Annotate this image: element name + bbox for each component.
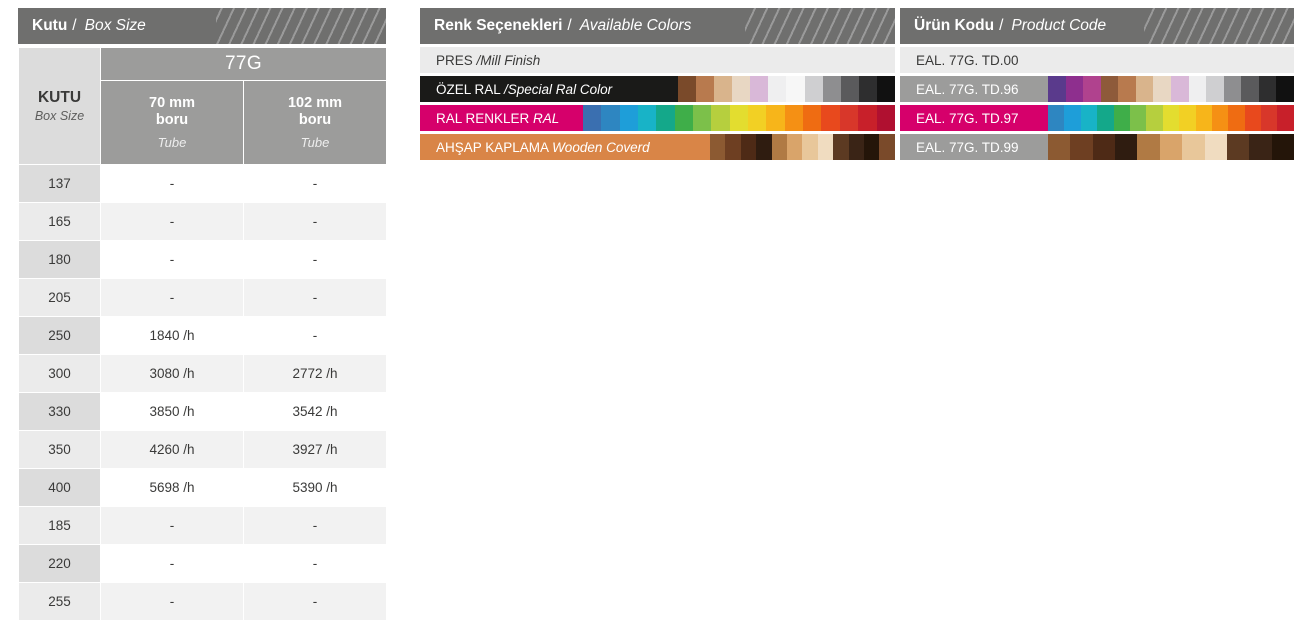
color-swatch	[1160, 134, 1182, 160]
color-swatch	[805, 76, 823, 102]
color-option-label-italic: Wooden Coverd	[552, 139, 650, 155]
row-value-tube-102: 2772 /h	[244, 355, 387, 393]
hatch-pattern-decoration	[745, 8, 895, 44]
color-swatch	[1241, 76, 1259, 102]
color-swatch	[803, 105, 821, 131]
table-row	[19, 203, 387, 241]
color-swatch	[877, 76, 895, 102]
color-option-label-plain: AHŞAP KAPLAMA	[436, 139, 553, 155]
row-box-size: 205	[19, 279, 101, 317]
row-box-size: 400	[19, 469, 101, 507]
column-header-tube-70	[101, 81, 244, 165]
color-swatch	[772, 134, 787, 160]
row-box-size: 165	[19, 203, 101, 241]
color-swatch	[841, 76, 859, 102]
color-option-label-italic: RAL	[533, 110, 560, 126]
table-row	[19, 545, 387, 583]
color-option-row	[420, 105, 895, 131]
wood-swatch-strip	[1048, 134, 1294, 160]
column-header-70-italic: Tube	[157, 135, 187, 151]
color-swatch	[1048, 105, 1064, 131]
product-code-title	[900, 8, 1294, 44]
table-row	[19, 469, 387, 507]
color-swatch	[1227, 134, 1249, 160]
table-row	[19, 165, 387, 203]
product-code-text: EAL. 77G. TD.97	[916, 110, 1019, 126]
color-option-label-plain: RAL RENKLER	[436, 110, 534, 126]
box-size-table-title	[18, 8, 386, 44]
row-box-size: 330	[19, 393, 101, 431]
color-swatch	[787, 134, 802, 160]
color-swatch	[696, 76, 714, 102]
row-value-tube-70: 1840 /h	[101, 317, 244, 355]
product-code-text: EAL. 77G. TD.96	[916, 81, 1019, 97]
color-swatch-strip	[678, 76, 895, 102]
column-header-70-line1: 70 mm	[149, 94, 195, 111]
row-value-tube-70: -	[101, 507, 244, 545]
box-size-title-slash: /	[72, 17, 77, 34]
color-swatch	[1093, 134, 1115, 160]
table-row	[19, 317, 387, 355]
color-swatch	[741, 134, 756, 160]
row-box-size: 185	[19, 507, 101, 545]
codes-title-slash: /	[999, 17, 1004, 34]
color-swatch-strip	[1048, 105, 1294, 131]
row-value-tube-70: -	[101, 279, 244, 317]
row-value-tube-102: -	[244, 241, 387, 279]
color-swatch	[1179, 105, 1195, 131]
color-swatch	[756, 134, 771, 160]
color-swatch	[1277, 105, 1293, 131]
color-swatch	[675, 105, 693, 131]
color-option-row	[420, 47, 895, 73]
row-value-tube-70: -	[101, 583, 244, 621]
table-row	[19, 241, 387, 279]
table-row	[19, 431, 387, 469]
row-value-tube-70: 3080 /h	[101, 355, 244, 393]
color-swatch	[1196, 105, 1212, 131]
color-swatch	[1206, 76, 1224, 102]
row-value-tube-102: 3542 /h	[244, 393, 387, 431]
product-code-row	[900, 47, 1294, 73]
color-swatch	[693, 105, 711, 131]
color-swatch	[877, 105, 895, 131]
color-swatch	[730, 105, 748, 131]
color-swatch	[1115, 134, 1137, 160]
table-row	[19, 393, 387, 431]
hatch-pattern-decoration	[216, 8, 386, 44]
corner-label-tr: KUTU	[37, 89, 82, 106]
available-colors-title	[420, 8, 895, 44]
color-swatch	[1205, 134, 1227, 160]
row-box-size: 255	[19, 583, 101, 621]
box-size-table-block	[18, 8, 386, 621]
color-swatch	[864, 134, 879, 160]
row-value-tube-70: -	[101, 165, 244, 203]
color-swatch	[786, 76, 804, 102]
color-swatch	[859, 76, 877, 102]
color-swatch	[732, 76, 750, 102]
table-row	[19, 583, 387, 621]
color-option-row	[420, 76, 895, 102]
column-header-70-line2: boru	[155, 111, 189, 128]
color-swatch	[1146, 105, 1162, 131]
color-swatch-strip	[1048, 76, 1294, 102]
color-swatch	[1261, 105, 1277, 131]
product-code-row	[900, 134, 1294, 160]
color-swatch	[711, 105, 729, 131]
color-swatch	[818, 134, 833, 160]
color-swatch	[1182, 134, 1204, 160]
product-code-text: EAL. 77G. TD.00	[916, 52, 1019, 68]
color-swatch	[1114, 105, 1130, 131]
row-value-tube-70: -	[101, 241, 244, 279]
color-swatch	[1048, 76, 1066, 102]
color-swatch	[785, 105, 803, 131]
color-swatch	[638, 105, 656, 131]
column-header-tube-102	[244, 81, 387, 165]
color-swatch	[1137, 134, 1159, 160]
color-swatch	[750, 76, 768, 102]
color-swatch	[1189, 76, 1207, 102]
product-code-row	[900, 105, 1294, 131]
row-value-tube-102: -	[244, 507, 387, 545]
color-swatch	[1228, 105, 1244, 131]
color-swatch	[821, 105, 839, 131]
colors-title-italic: Available Colors	[579, 17, 692, 34]
codes-title-italic: Product Code	[1011, 17, 1107, 34]
color-option-label-plain: ÖZEL RAL	[436, 81, 505, 97]
color-swatch	[1081, 105, 1097, 131]
color-swatch	[620, 105, 638, 131]
color-option-label	[420, 111, 559, 126]
color-swatch	[879, 134, 894, 160]
color-swatch	[802, 134, 817, 160]
row-value-tube-70: 4260 /h	[101, 431, 244, 469]
color-swatch	[678, 76, 696, 102]
box-size-title-italic: Box Size	[84, 17, 146, 34]
row-value-tube-102: -	[244, 545, 387, 583]
color-swatch-strip	[583, 105, 895, 131]
row-value-tube-102: -	[244, 317, 387, 355]
color-swatch	[601, 105, 619, 131]
color-swatch	[1097, 105, 1113, 131]
color-swatch	[840, 105, 858, 131]
row-value-tube-70: 5698 /h	[101, 469, 244, 507]
color-swatch	[1212, 105, 1228, 131]
table-header-group-row	[19, 48, 387, 81]
color-swatch	[1249, 134, 1271, 160]
product-code-text: EAL. 77G. TD.99	[916, 139, 1019, 155]
row-value-tube-102: 3927 /h	[244, 431, 387, 469]
color-swatch	[849, 134, 864, 160]
color-option-label	[420, 140, 650, 155]
color-swatch	[1272, 134, 1294, 160]
row-value-tube-70: 3850 /h	[101, 393, 244, 431]
product-code-row	[900, 76, 1294, 102]
color-option-row	[420, 134, 895, 160]
color-swatch	[714, 76, 732, 102]
row-value-tube-102: -	[244, 203, 387, 241]
color-option-label-plain: PRES	[436, 52, 477, 68]
color-swatch	[656, 105, 674, 131]
row-box-size: 250	[19, 317, 101, 355]
color-swatch	[1048, 134, 1070, 160]
row-box-size: 350	[19, 431, 101, 469]
row-value-tube-102: -	[244, 279, 387, 317]
color-swatch	[858, 105, 876, 131]
color-option-label	[420, 82, 612, 97]
product-code-block	[900, 8, 1294, 160]
wood-swatch-strip	[710, 134, 895, 160]
box-size-title-bold: Kutu	[32, 17, 68, 34]
row-value-tube-102: -	[244, 165, 387, 203]
color-option-label-italic: /Special Ral Color	[504, 81, 613, 97]
color-swatch	[1163, 105, 1179, 131]
color-swatch	[1083, 76, 1101, 102]
available-colors-block	[420, 8, 895, 160]
box-size-table	[18, 47, 387, 621]
column-header-102-line1: 102 mm	[287, 94, 342, 111]
color-swatch	[1136, 76, 1154, 102]
column-header-102-line2: boru	[298, 111, 332, 128]
table-group-header-77g: 77G	[101, 48, 387, 81]
color-swatch	[766, 105, 784, 131]
row-box-size: 220	[19, 545, 101, 583]
color-swatch	[1130, 105, 1146, 131]
table-row	[19, 279, 387, 317]
color-swatch	[833, 134, 848, 160]
color-option-label	[420, 53, 540, 68]
color-swatch	[768, 76, 786, 102]
color-swatch	[1245, 105, 1261, 131]
table-corner-header	[19, 48, 101, 165]
row-value-tube-102: -	[244, 583, 387, 621]
column-header-102-italic: Tube	[300, 135, 330, 151]
color-swatch	[1101, 76, 1119, 102]
color-swatch	[583, 105, 601, 131]
row-box-size: 300	[19, 355, 101, 393]
row-box-size: 180	[19, 241, 101, 279]
color-swatch	[1070, 134, 1092, 160]
corner-label-en: Box Size	[34, 109, 85, 123]
color-swatch	[1276, 76, 1294, 102]
color-swatch	[748, 105, 766, 131]
color-swatch	[1064, 105, 1080, 131]
colors-title-slash: /	[567, 17, 572, 34]
table-row	[19, 355, 387, 393]
color-swatch	[1066, 76, 1084, 102]
row-box-size: 137	[19, 165, 101, 203]
color-swatch	[1153, 76, 1171, 102]
color-swatch	[1118, 76, 1136, 102]
color-swatch	[1171, 76, 1189, 102]
hatch-pattern-decoration	[1144, 8, 1294, 44]
color-option-label-italic: /Mill Finish	[476, 52, 541, 68]
color-swatch	[1224, 76, 1242, 102]
table-row	[19, 507, 387, 545]
row-value-tube-102: 5390 /h	[244, 469, 387, 507]
color-swatch	[1259, 76, 1277, 102]
color-swatch	[823, 76, 841, 102]
color-swatch	[710, 134, 725, 160]
codes-title-bold: Ürün Kodu	[914, 17, 995, 34]
row-value-tube-70: -	[101, 545, 244, 583]
colors-title-bold: Renk Seçenekleri	[434, 17, 563, 34]
row-value-tube-70: -	[101, 203, 244, 241]
color-swatch	[725, 134, 740, 160]
